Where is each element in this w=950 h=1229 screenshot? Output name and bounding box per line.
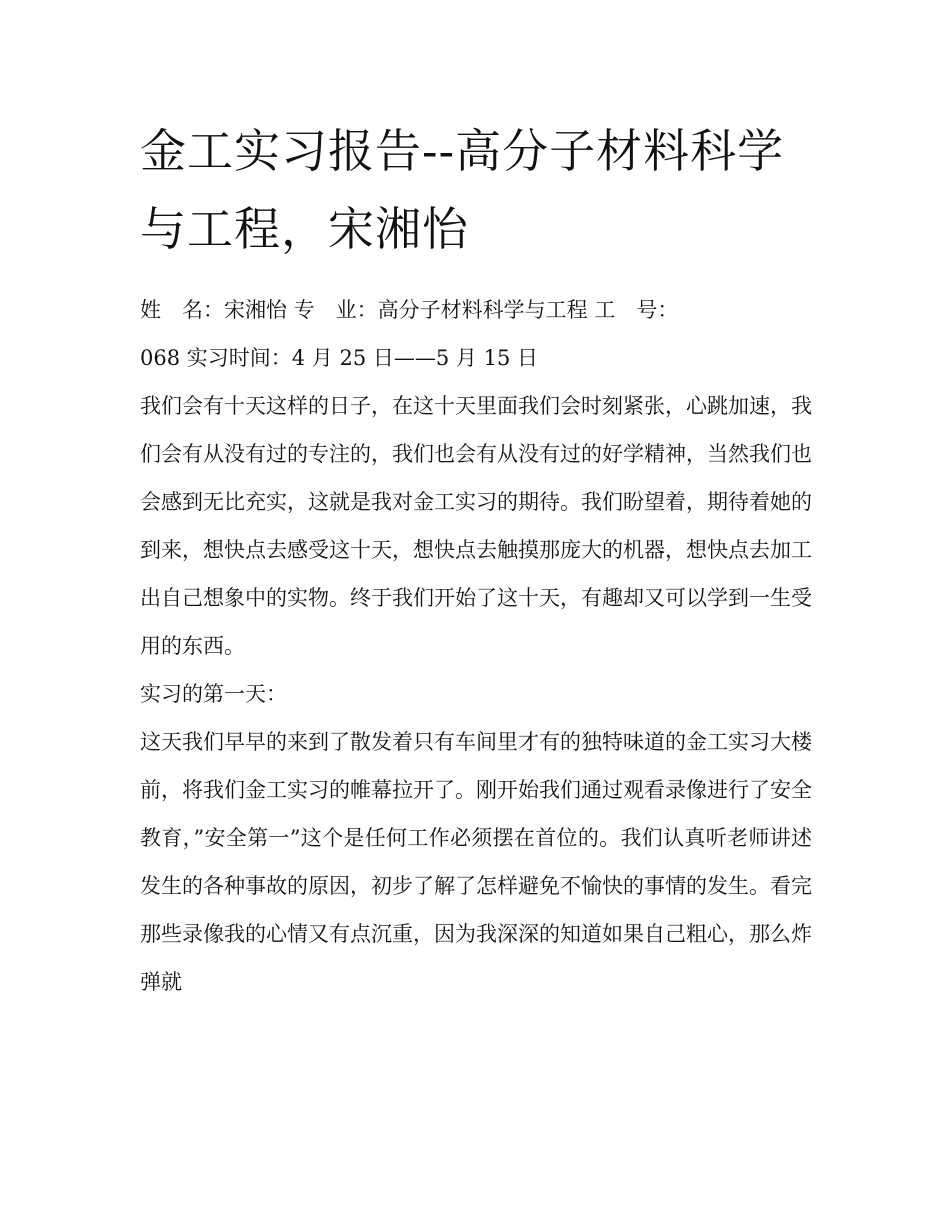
meta-line-date: 068 实习时间：4 月 25 日——5 月 15 日 (140, 346, 538, 370)
section-heading-day-one: 实习的第一天： (140, 682, 287, 706)
document-title: 金工实习报告--高分子材料科学与工程，宋湘怡 (140, 124, 785, 256)
document-page (140, 112, 812, 1006)
meta-line-name-major: 姓 名：宋湘怡 专 业：高分子材料科学与工程 工 号： (140, 298, 679, 322)
intro-paragraph: 我们会有十天这样的日子，在这十天里面我们会时刻紧张，心跳加速，我们会有从没有过的专注的，我们也会有从没有过的好学精神，当然我们也会感到无比充实，这就是我对金工实习的期待。我们盼望着，期待着她的到来，想快点去感受这十天，想快点去触摸那庞大的机器，想快点去加工出自己想象中的实物。终于我们开始了这十天，有趣却又可以学到一生受用的东西。 (140, 394, 812, 658)
day-one-paragraph: 这天我们早早的来到了散发着只有车间里才有的独特味道的金工实习大楼前，将我们金工实习的帷幕拉开了。刚开始我们通过观看录像进行了安全教育，”安全第一”这个是任何工作必须摆在首位的。我们认真听老师讲述发生的各种事故的原因，初步了解了怎样避免不愉快的事情的发生。看完那些录像我的心情又有点沉重，因为我深深的知道如果自己粗心，那么炸弹就 (140, 730, 812, 994)
document-meta (140, 286, 812, 382)
